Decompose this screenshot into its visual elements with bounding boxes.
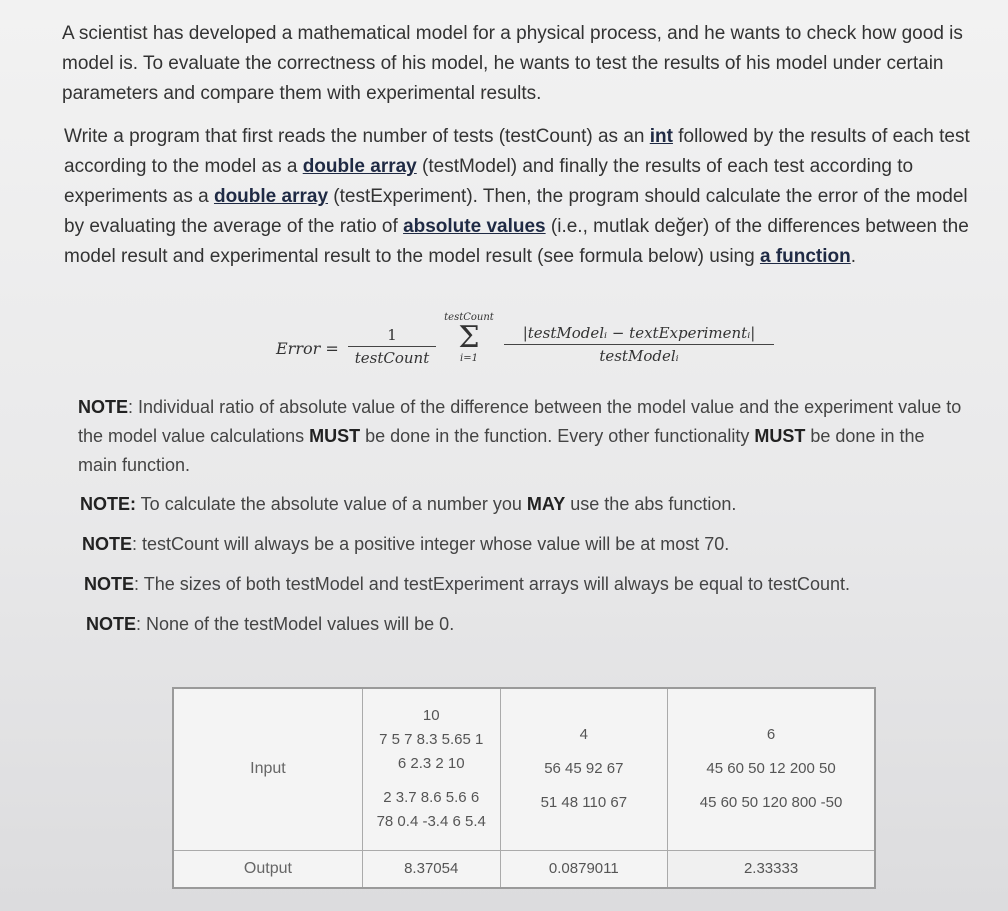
intro-text: A scientist has developed a mathematical model for a physical process, and he wants to check how good is model is. To evaluate the correctness of his model, he wants to test the results of his model under certain parameters and compare them with experimental results. bbox=[62, 23, 963, 104]
output-cell-3: 2.33333 bbox=[668, 850, 875, 888]
test-count: 6 bbox=[766, 726, 776, 744]
task-text-b: followed by the results of each test according to the model as a bbox=[64, 126, 970, 177]
function-keyword: a function bbox=[759, 246, 851, 267]
input-cell-2 bbox=[500, 688, 668, 850]
fraction-2-bar bbox=[504, 344, 774, 345]
intro-paragraph bbox=[62, 19, 987, 109]
note-nonzero-model bbox=[86, 610, 986, 639]
model-values: 45 60 50 12 200 50 bbox=[706, 760, 836, 778]
int-keyword: int bbox=[649, 126, 673, 147]
note-text: : The sizes of both testModel and testExperiment arrays will always be equal to testCount. bbox=[134, 574, 851, 594]
input-cell-3 bbox=[668, 688, 875, 850]
note-text: be done in the function. Every other functionality bbox=[360, 426, 755, 446]
task-text-a: Write a program that first reads the number of tests (testCount) as an bbox=[64, 126, 650, 147]
note-label: NOTE bbox=[78, 397, 129, 417]
note-label: NOTE bbox=[86, 614, 137, 634]
note-array-sizes bbox=[84, 570, 984, 599]
note-abs-function bbox=[80, 490, 980, 519]
sum-lower-limit: i=1 bbox=[460, 353, 478, 364]
test-count: 4 bbox=[579, 726, 588, 744]
fraction-2-numerator: |testModelᵢ − textExperimentᵢ| bbox=[522, 324, 756, 342]
task-text-d: (testExperiment). Then, the program should calculate the error of the model by evaluating the average of the ratio of bbox=[64, 186, 968, 237]
absolute-values-keyword: absolute values bbox=[403, 216, 546, 237]
model-values: 7 5 7 8.3 5.65 1 bbox=[379, 731, 484, 749]
note-label: NOTE bbox=[82, 534, 133, 554]
model-values: 56 45 92 67 bbox=[544, 760, 624, 778]
sample-io-table bbox=[172, 687, 876, 889]
output-cell-1: 8.37054 bbox=[362, 850, 500, 888]
experiment-values: 2 3.7 8.6 5.6 6 bbox=[383, 789, 480, 807]
fraction-1-numerator: 1 bbox=[387, 326, 397, 344]
error-formula bbox=[276, 312, 796, 386]
test-count: 10 bbox=[422, 707, 440, 725]
task-text-e: (i.e., mutlak değer) of the differences between the model result and experimental result to the model result (see formula below) using bbox=[64, 216, 969, 267]
fraction-1-denominator: testCount bbox=[354, 349, 430, 367]
table-row bbox=[173, 688, 875, 850]
output-label: Output bbox=[173, 850, 362, 888]
fraction-2-denominator: testModelᵢ bbox=[599, 347, 679, 365]
table-row bbox=[173, 850, 875, 888]
task-text-c: (testModel) and finally the results of each test according to experiments as a bbox=[64, 156, 914, 207]
note-label: NOTE: bbox=[80, 494, 136, 514]
note-text: use the abs function. bbox=[565, 494, 737, 514]
must-keyword: MUST bbox=[754, 426, 806, 446]
fraction-1-bar bbox=[348, 346, 436, 347]
task-paragraph bbox=[64, 122, 982, 272]
note-text: : None of the testModel values will be 0. bbox=[136, 614, 455, 634]
note-text: be done in the main function. bbox=[78, 426, 925, 475]
formula-fraction-1 bbox=[348, 326, 436, 367]
formula-summation bbox=[436, 312, 502, 364]
sum-upper-limit: testCount bbox=[444, 312, 494, 323]
must-keyword: MUST bbox=[309, 426, 361, 446]
note-label: NOTE bbox=[84, 574, 135, 594]
double-array-keyword: double array bbox=[302, 156, 417, 177]
sigma-icon: Σ bbox=[458, 320, 480, 355]
output-cell-2: 0.0879011 bbox=[500, 850, 668, 888]
formula-lhs: Error = bbox=[276, 339, 339, 358]
experiment-values: 51 48 110 67 bbox=[540, 794, 628, 812]
experiment-values: 45 60 50 120 800 -50 bbox=[699, 794, 843, 812]
input-cell-1 bbox=[362, 688, 500, 850]
note-text: To calculate the absolute value of a number you bbox=[136, 494, 527, 514]
task-text-f: . bbox=[850, 246, 857, 267]
note-text: : Individual ratio of absolute value of the difference between the model value and the experiment value to the model value calculations bbox=[78, 397, 962, 446]
model-values: 6 2.3 2 10 bbox=[397, 755, 465, 773]
note-testcount-range bbox=[82, 530, 982, 559]
may-keyword: MAY bbox=[526, 494, 566, 514]
experiment-values: 78 0.4 -3.4 6 5.4 bbox=[376, 813, 486, 831]
note-text: : testCount will always be a positive integer whose value will be at most 70. bbox=[132, 534, 730, 554]
input-label: Input bbox=[173, 688, 362, 850]
formula-fraction-2 bbox=[504, 324, 774, 365]
note-function-requirement bbox=[78, 393, 968, 480]
double-array-keyword-2: double array bbox=[213, 186, 329, 207]
